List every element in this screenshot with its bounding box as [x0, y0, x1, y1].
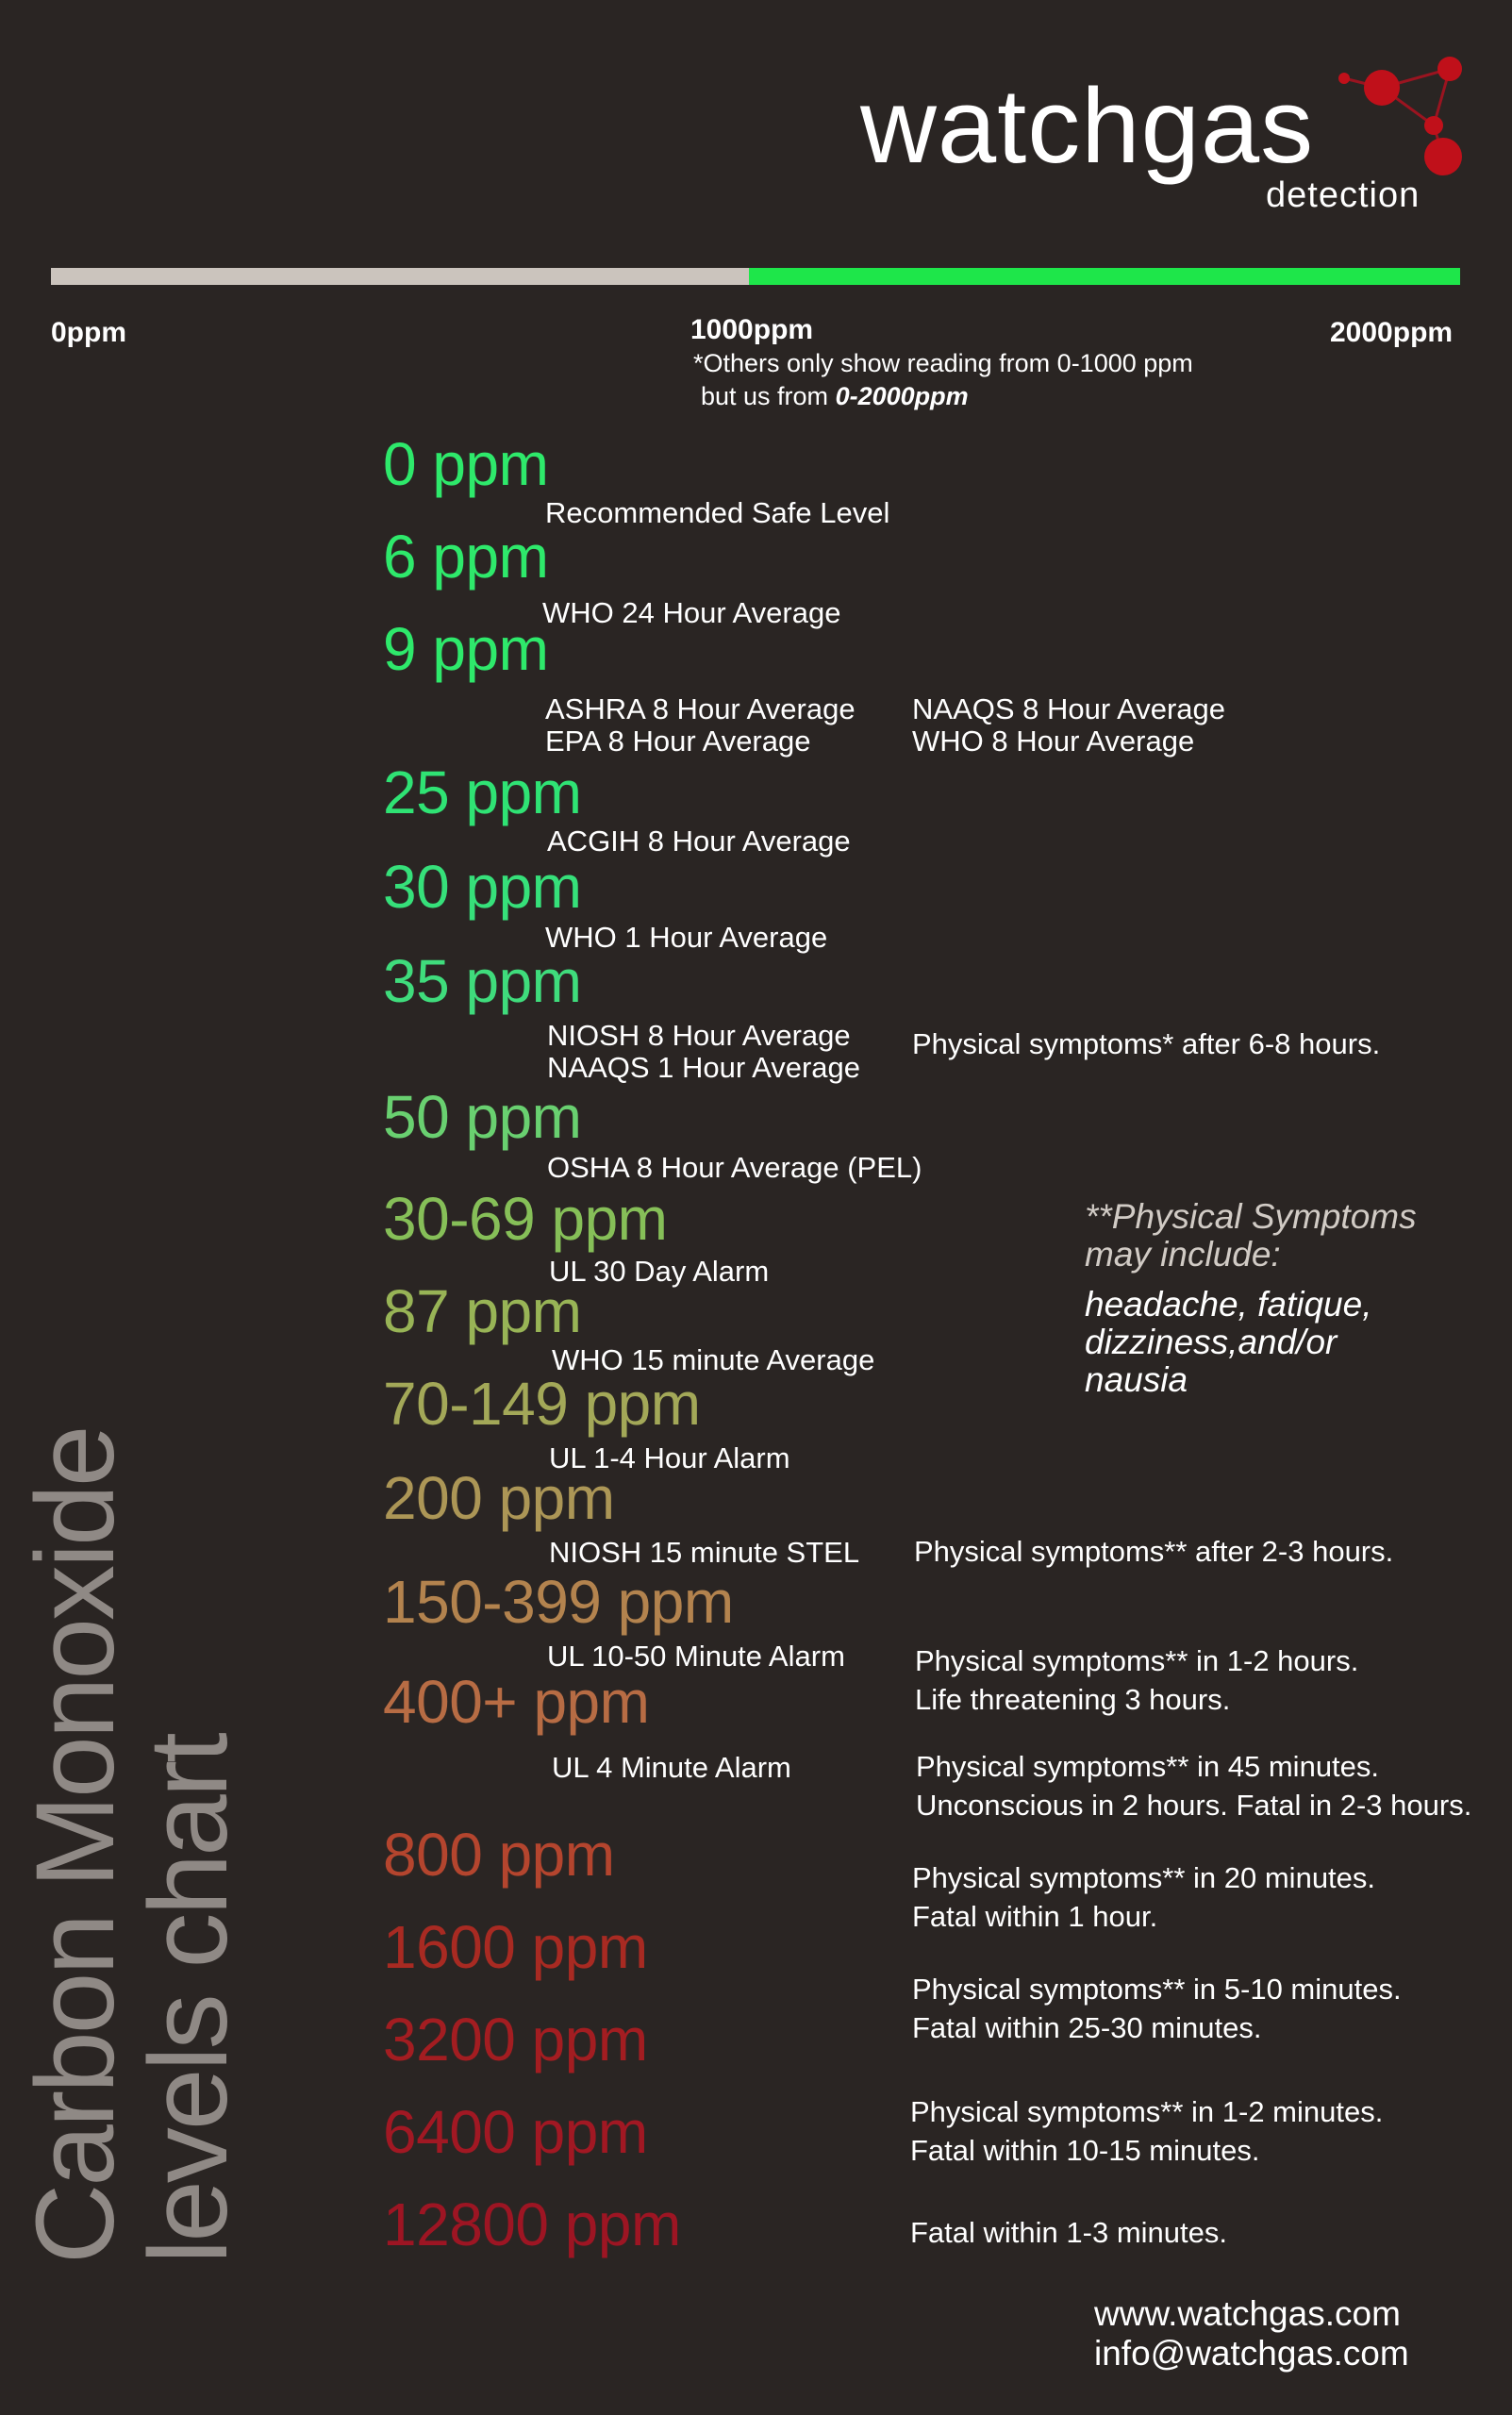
level-ppm-400-plus: 400+ ppm [383, 1668, 650, 1736]
level-symptom: Physical symptoms** in 20 minutes. [912, 1861, 1376, 1894]
level-standard: NAAQS 8 Hour Average [912, 692, 1225, 725]
level-ppm-1600: 1600 ppm [383, 1913, 648, 1981]
email-link[interactable]: info@watchgas.com [1094, 2334, 1409, 2373]
level-ppm-3200: 3200 ppm [383, 2006, 648, 2074]
level-standard: ACGIH 8 Hour Average [547, 824, 851, 858]
scale-footnote-line1: *Others only show reading from 0-1000 ppm [693, 349, 1193, 377]
level-standard: EPA 8 Hour Average [545, 724, 811, 758]
level-standard: NIOSH 15 minute STEL [549, 1536, 860, 1569]
level-ppm-6400: 6400 ppm [383, 2098, 648, 2166]
level-ppm-35: 35 ppm [383, 947, 582, 1015]
level-symptom: Fatal within 10-15 minutes. [910, 2134, 1260, 2167]
level-symptom: Physical symptoms** in 5-10 minutes. [912, 1973, 1402, 2006]
symptoms-note-line2: dizziness,and/or [1085, 1323, 1338, 1361]
level-ppm-800: 800 ppm [383, 1821, 615, 1889]
level-ppm-200: 200 ppm [383, 1464, 615, 1532]
contact-footer [1094, 2294, 1409, 2373]
level-ppm-150-399: 150-399 ppm [383, 1568, 734, 1636]
level-standard: WHO 8 Hour Average [912, 724, 1195, 758]
level-ppm-6: 6 ppm [383, 523, 549, 591]
level-symptom: Physical symptoms** after 2-3 hours. [914, 1535, 1394, 1568]
chart-title-line2: levels chart [126, 1735, 251, 2264]
scale-footnote-line2: but us from [701, 382, 836, 410]
symptoms-note-line3: nausia [1085, 1360, 1188, 1399]
level-standard: NAAQS 1 Hour Average [547, 1051, 860, 1084]
level-ppm-30: 30 ppm [383, 853, 582, 921]
level-standard: OSHA 8 Hour Average (PEL) [547, 1151, 922, 1184]
molecule-icon [1316, 45, 1486, 187]
level-ppm-87: 87 ppm [383, 1277, 582, 1345]
scale-bar-competitor-range [51, 268, 749, 285]
symptoms-note-list [1085, 1286, 1371, 1399]
level-standard: UL 1-4 Hour Alarm [549, 1441, 790, 1474]
symptoms-note-line1: headache, fatique, [1085, 1285, 1372, 1324]
brand-logo-subtitle: detection [1266, 175, 1421, 215]
level-standard: WHO 1 Hour Average [545, 921, 828, 954]
scale-footnote [693, 347, 1193, 413]
level-ppm-70-149: 70-149 ppm [383, 1370, 701, 1438]
website-link[interactable]: www.watchgas.com [1094, 2294, 1401, 2333]
level-symptom: Physical symptoms** in 1-2 minutes. [910, 2095, 1384, 2128]
symptoms-note-heading-line2: may include: [1085, 1235, 1281, 1274]
level-ppm-30-69: 30-69 ppm [383, 1185, 668, 1253]
scale-bar-extended-range [749, 268, 1460, 285]
chart-title-line1: Carbon Monoxide [13, 1427, 138, 2264]
level-symptom: Fatal within 25-30 minutes. [912, 2011, 1262, 2044]
level-ppm-50: 50 ppm [383, 1083, 582, 1151]
level-standard: ASHRA 8 Hour Average [545, 692, 856, 725]
level-ppm-9: 9 ppm [383, 615, 549, 683]
scale-footnote-range: 0-2000ppm [835, 382, 969, 410]
symptoms-note-heading-line1: **Physical Symptoms [1085, 1197, 1417, 1236]
level-standard: UL 30 Day Alarm [549, 1255, 770, 1288]
level-standard: NIOSH 8 Hour Average [547, 1019, 851, 1052]
level-standard: WHO 24 Hour Average [542, 596, 841, 629]
level-symptom: Fatal within 1-3 minutes. [910, 2216, 1227, 2249]
level-ppm-25: 25 ppm [383, 758, 582, 826]
level-ppm-12800: 12800 ppm [383, 2190, 681, 2258]
level-standard: UL 10-50 Minute Alarm [547, 1640, 845, 1673]
level-standard: Recommended Safe Level [545, 496, 890, 529]
symptoms-note-heading [1085, 1198, 1417, 1274]
level-standard: UL 4 Minute Alarm [552, 1751, 791, 1784]
level-symptom: Unconscious in 2 hours. Fatal in 2-3 hours. [916, 1789, 1472, 1822]
scale-label-min: 0ppm [51, 317, 127, 348]
level-standard: WHO 15 minute Average [552, 1343, 875, 1376]
level-symptom: Physical symptoms* after 6-8 hours. [912, 1027, 1381, 1060]
scale-label-max: 2000ppm [1330, 317, 1454, 348]
chart-title [13, 1427, 251, 2264]
level-symptom: Physical symptoms** in 45 minutes. [916, 1750, 1380, 1783]
level-symptom: Life threatening 3 hours. [915, 1683, 1231, 1716]
scale-label-mid: 1000ppm [690, 314, 814, 345]
level-symptom: Physical symptoms** in 1-2 hours. [915, 1644, 1359, 1677]
brand-logo-wordmark: watchgas [860, 67, 1315, 185]
level-symptom: Fatal within 1 hour. [912, 1900, 1158, 1933]
level-ppm-0: 0 ppm [383, 430, 549, 498]
